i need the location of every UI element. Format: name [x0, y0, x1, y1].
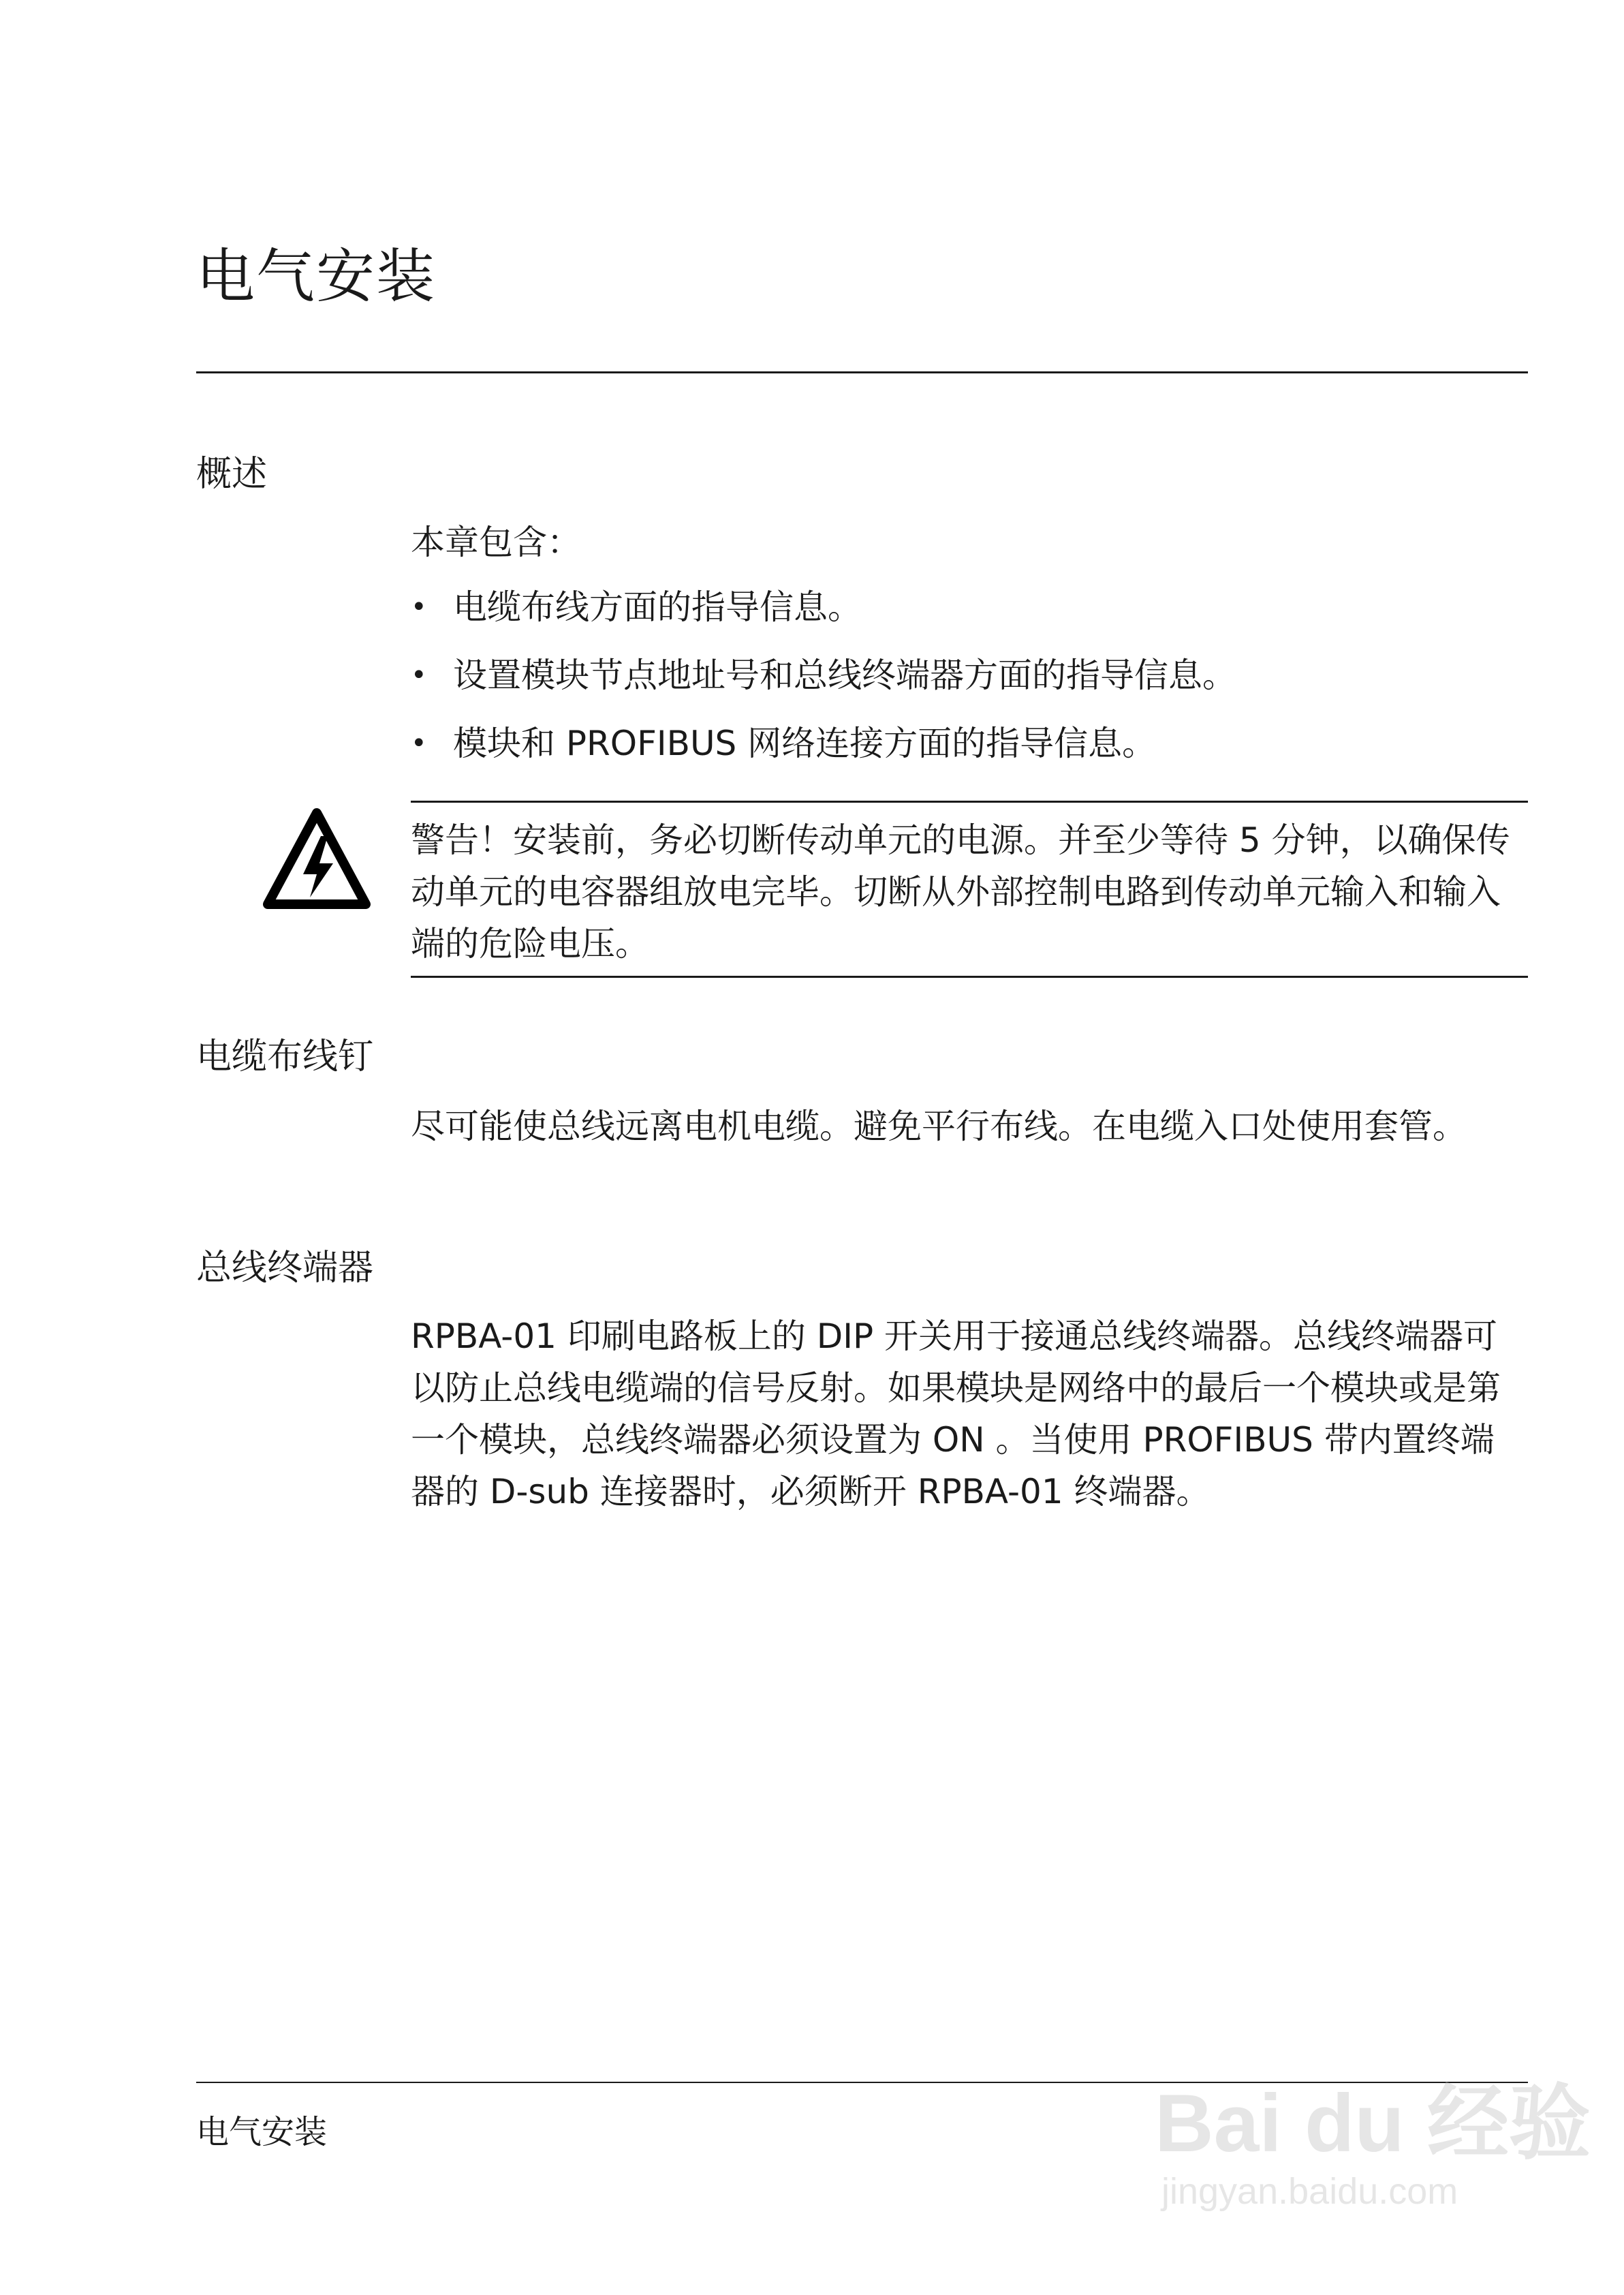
page-title: 电气安装: [196, 243, 436, 311]
bullet-text: 电缆布线方面的指导信息。: [453, 587, 862, 627]
title-rule: [196, 371, 1528, 373]
footer-title: 电气安装: [196, 2113, 328, 2151]
bullet-text: 设置模块节点地址号和总线终端器方面的指导信息。: [453, 656, 1236, 695]
termination-heading: 总线终端器: [196, 1248, 374, 1289]
baidu-jingyan-watermark: [1141, 2051, 1591, 2228]
termination-text: RPBA-01 印刷电路板上的 DIP 开关用于接通总线终端器。总线终端器可以防止总线电缆端的信号反射。如果模块是网络中的最后一个模块或是第一个模块，总线终端器必须设置为 ON 。当使用 PROFIBUS 带内置终端器的 D-sub 连接器时，必须断开 RPBA-01 终端器。: [411, 1316, 1501, 1511]
overview-bullet-1: [411, 581, 862, 633]
warning-text: 警告！安装前，务必切断传动单元的电源。并至少等待 5 分钟，以确保传动单元的电容器组放电完毕。切断从外部控制电路到传动单元输入和输入端的危险电压。: [411, 820, 1510, 964]
bullet-symbol: •: [411, 728, 427, 759]
cabling-text: 尽可能使总线远离电机电缆。避免平行布线。在电缆入口处使用套管。: [411, 1107, 1467, 1146]
bullet-symbol: •: [411, 591, 427, 623]
high-voltage-warning-icon: [262, 807, 371, 910]
bullet-text: 模块和 PROFIBUS 网络连接方面的指导信息。: [453, 724, 1157, 763]
warning-bottom-rule: [411, 976, 1528, 978]
overview-intro: 本章包含：: [411, 523, 581, 562]
bullet-symbol: •: [411, 660, 427, 691]
warning-top-rule: [411, 801, 1528, 803]
overview-bullet-2: [411, 649, 1236, 701]
overview-heading: 概述: [196, 454, 268, 495]
watermark-brand: Bai du 经验: [1155, 2078, 1591, 2169]
watermark-url: jingyan.baidu.com: [1161, 2171, 1458, 2212]
cabling-heading: 电缆布线钉: [196, 1036, 374, 1077]
overview-bullet-3: [411, 718, 1156, 769]
